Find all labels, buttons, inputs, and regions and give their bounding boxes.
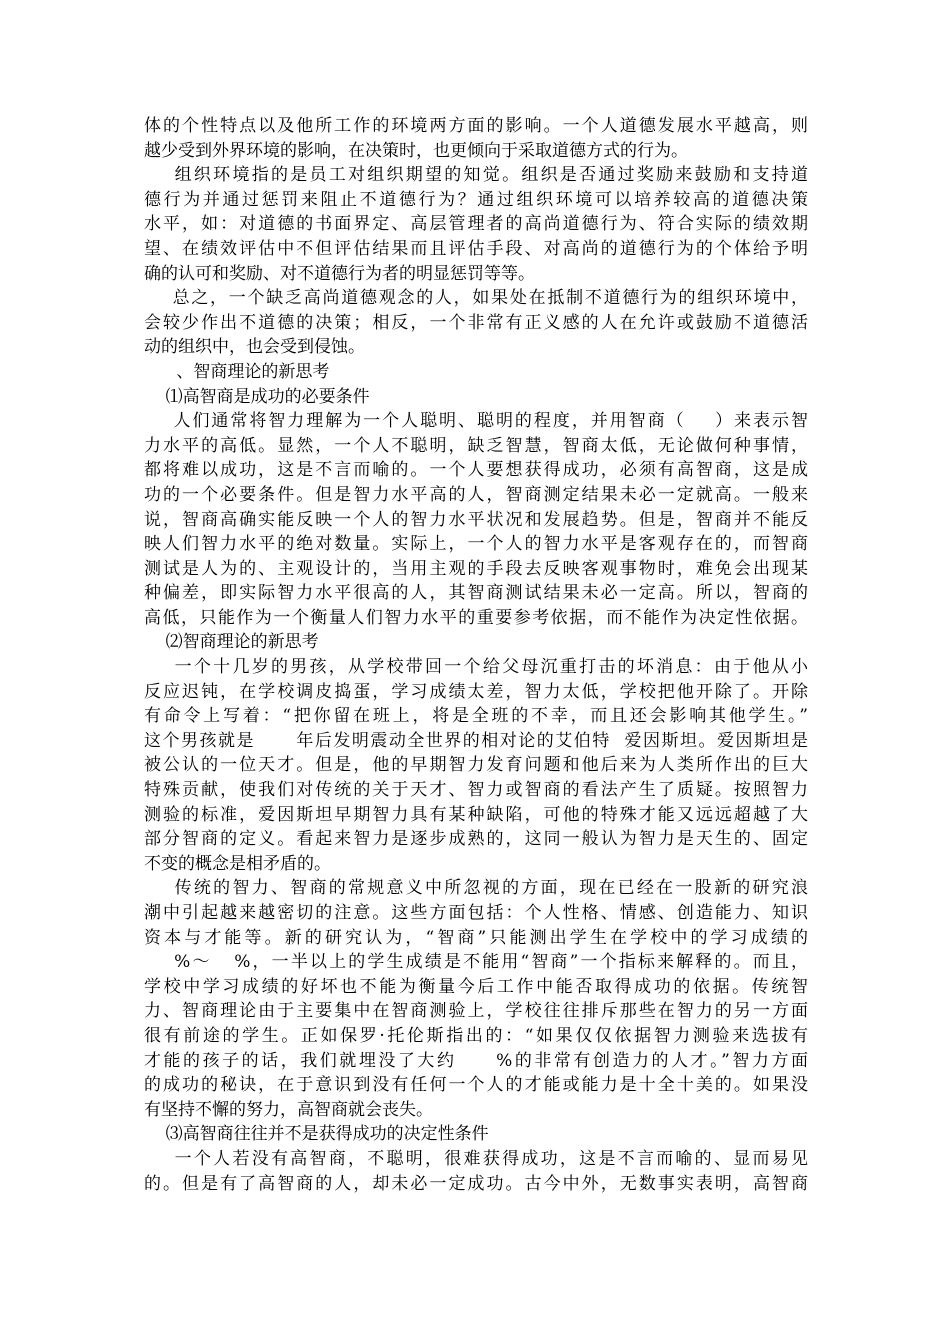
text-line: ⑵智商理论的新思考 [144,632,319,653]
text-line: 这个男孩就是 年后发明震动全世界的相对论的艾伯特 爱因斯坦。爱因斯坦是 [144,730,808,751]
text-line: 特殊贡献，使我们对传统的关于天才、智力或智商的看法产生了质疑。按照智力 [144,780,808,801]
text-line: 才能的孩子的话，我们就埋没了大约 %的非常有创造力的人才。”智力方面 [144,1050,808,1071]
text-line: 总之，一个缺乏高尚道德观念的人，如果处在抵制不道德行为的组织环境中， [144,288,808,309]
text-line: 传统的智力、智商的常规意义中所忽视的方面，现在已经在一股新的研究浪 [144,878,808,899]
text-line: 说，智商高确实能反映一个人的智力水平状况和发展趋势。但是，智商并不能反 [144,509,808,530]
text-line: 有命令上写着：“把你留在班上，将是全班的不幸，而且还会影响其他学生。” [144,706,808,727]
text-line: 有坚持不懈的努力，高智商就会丧失。 [144,1099,433,1120]
document-body [144,114,808,1196]
text-line: 功的一个必要条件。但是智力水平高的人，智商测定结果未必一定就高。一般来 [144,484,808,505]
text-line: 被公认的一位天才。但是，他的早期智力发育问题和他后来为人类所作出的巨大 [144,755,808,776]
text-line: 的成功的秘诀，在于意识到没有任何一个人的才能或能力是十全十美的。如果没 [144,1075,808,1096]
text-line: 组织环境指的是员工对组织期望的知觉。组织是否通过奖励来鼓励和支持道 [144,165,808,186]
text-line: 体的个性特点以及他所工作的环境两方面的影响。一个人道德发展水平越高，则 [144,116,808,136]
text-line: 高低，只能作为一个衡量人们智力水平的重要参考依据，而不能作为决定性依据。 [144,607,808,628]
text-line: ⑴高智商是成功的必要条件 [144,386,370,407]
text-line: 动的组织中，也会受到侵蚀。 [144,337,365,358]
text-line: %～ %，一半以上的学生成绩是不能用“智商”一个指标来解释的。而且， [144,952,808,973]
text-line: 越少受到外界环境的影响，在决策时，也更倾向于采取道德方式的行为。 [144,140,688,161]
text-line: 、智商理论的新思考 [144,361,330,382]
text-line: 都将难以成功，这是不言而喻的。一个人要想获得成功，必须有高智商，这是成 [144,460,808,481]
text-line: 学校中学习成绩的好坏也不能为衡量今后工作中能否取得成功的依据。传统智 [144,976,808,997]
text-line: 测验的标准，爱因斯坦早期智力具有某种缺陷，可他的特殊才能又远远超越了大 [144,804,808,825]
text-line: 人们通常将智力理解为一个人聪明、聪明的程度，并用智商（ ）来表示智 [144,411,808,432]
text-line: 资本与才能等。新的研究认为，“智商”只能测出学生在学校中的学习成绩的 [144,927,808,948]
text-line: 德行为并通过惩罚来阻止不道德行为？通过组织环境可以培养较高的道德决策 [144,189,808,210]
text-line: 部分智商的定义。看起来智力是逐步成熟的，这同一般认为智力是天生的、固定 [144,829,808,850]
text-line: 一个人若没有高智商，不聪明，很难获得成功，这是不言而喻的、显而易见 [144,1148,808,1169]
text-line: ⑶高智商往往并不是获得成功的决定性条件 [144,1124,489,1145]
text-line: 一个十几岁的男孩，从学校带回一个给父母沉重打击的坏消息：由于他从小 [144,657,808,678]
text-line: 很有前途的学生。正如保罗·托伦斯指出的：“如果仅仅依据智力测验来选拔有 [144,1025,808,1046]
text-line: 会较少作出不道德的决策；相反，一个非常有正义感的人在允许或鼓励不道德活 [144,312,808,333]
text-line: 测试是人为的、主观设计的，当用主观的手段去反映客观事物时，难免会出现某 [144,558,808,579]
text-line: 力水平的高低。显然，一个人不聪明，缺乏智慧，智商太低，无论做何种事情， [144,435,808,456]
text-line: 力、智商理论由于主要集中在智商测验上，学校往往排斥那些在智力的另一方面 [144,1001,808,1022]
text-line: 确的认可和奖励、对不道德行为者的明显惩罚等等。 [144,263,535,284]
text-line: 映人们智力水平的绝对数量。实际上，一个人的智力水平是客观存在的，而智商 [144,534,808,555]
text-line: 水平，如：对道德的书面界定、高层管理者的高尚道德行为、符合实际的绩效期 [144,214,808,235]
text-line: 种偏差，即实际智力水平很高的人，其智商测试结果未必一定高。所以，智商的 [144,583,808,604]
text-line: 反应迟钝，在学校调皮捣蛋，学习成绩太差，智力太低，学校把他开除了。开除 [144,681,808,702]
text-line: 的。但是有了高智商的人，却未必一定成功。古今中外，无数事实表明，高智商 [144,1173,808,1194]
text-line: 望、在绩效评估中不但评估结果而且评估手段、对高尚的道德行为的个体给予明 [144,238,808,259]
text-line: 不变的概念是相矛盾的。 [144,853,331,874]
text-line: 潮中引起越来越密切的注意。这些方面包括：个人性格、情感、创造能力、知识 [144,903,808,923]
